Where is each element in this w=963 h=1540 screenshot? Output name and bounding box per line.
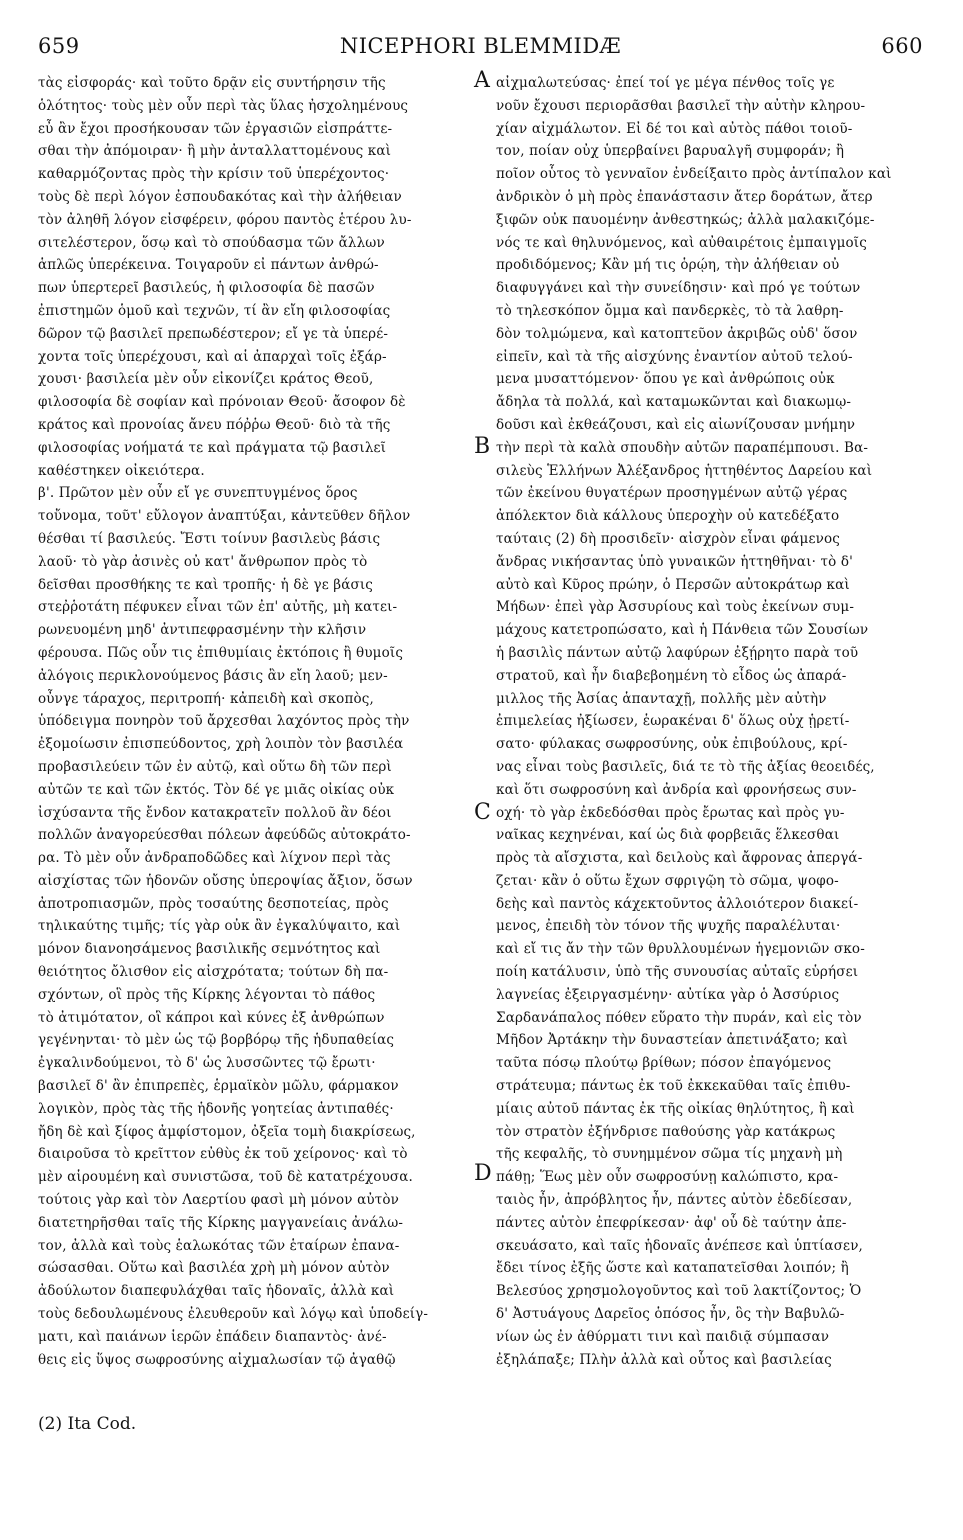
text-line: πάθῃ; Ἕως μὲν οὖν σωφροσύνῃ καλώπιστο, κρα-	[496, 1169, 839, 1186]
text-line: ὑπόδειγμα πονηρὸν τοῦ ἄρχεσθαι λαχόντος πρὸς τὴν	[38, 713, 410, 730]
text-line: ἐξομοίωσιν ἐπισπεύδοντος, χρὴ λοιπὸν τὸν βασιλέα	[38, 736, 404, 753]
text-line: δεῖσθαι προσθήκης τε καὶ τροπῆς· ἡ δὲ γε βάσις	[38, 576, 374, 593]
text-line: εἰπεῖν, καὶ τὰ τῆς αἰσχύνης ἐναντίον αὐτοῦ τελού-	[496, 348, 853, 365]
text-line: σατο· φύλακας σωφροσύνης, οὐκ ἐπιβούλους, κρί-	[496, 736, 848, 753]
text-line: καὶ εἴ τις ἄν τὴν τῶν θρυλλουμένων ἡγεμονιῶν σκο-	[496, 941, 865, 958]
running-title: NICEPHORI BLEMMIDÆ	[339, 34, 622, 58]
text-line: ἀνδρικὸν ὁ μὴ πρὸς ἐπανάστασιν ἄτερ δοράτων, ἄτερ	[496, 188, 873, 205]
left-column	[38, 72, 470, 1371]
text-line: καθαρμόζοντας πρὸς τὴν κρίσιν τοῦ ὑπερέχοντος·	[38, 166, 390, 183]
text-line: ρωνευομένη μηδ' ἀντιπεφρασμένην τὴν κλῆσιν	[38, 622, 367, 639]
text-line: ταῦτα πόσῳ πλούτῳ βρίθων; πόσον ἐπαγόμενος	[496, 1055, 832, 1072]
text-line: Βελεσύος χρησμολογοῦντος καὶ τοῦ λακτίζοντος; Ὁ	[496, 1283, 862, 1300]
text-line: ἄνδρας νικήσαντας ὑπὸ γυναικῶν ἡττηθῆναι· τὸ δ'	[496, 553, 853, 570]
text-line: μόνον διανοησάμενος βασιλικῆς σεμνότητος καὶ	[38, 941, 381, 958]
text-line: τὸν στρατὸν ἐξήνδρισε παθούσης γὰρ κατάκρως	[496, 1123, 836, 1140]
text-line: θέσθαι τί βασιλεύς. Ἔστι τοίνυν βασιλεὺς βάσις	[38, 530, 381, 547]
text-line: ἐπιμελείας ἠξίωσεν, ἑωρακέναι δ' ὅλως οὐχ ᾑρετί-	[496, 713, 850, 730]
text-line: λαγνείας ἐξειργασμένην· αὐτίκα γὰρ ὁ Ἀσσύριος	[496, 986, 840, 1003]
text-line: σώσασθαι. Οὕτω καὶ βασιλέα χρὴ μὴ μόνον αὐτὸν	[38, 1260, 390, 1277]
text-line: δὸν τολμώμενα, καὶ κατοπτεῦον ἀκριβῶς οὐδ' ὅσον	[496, 325, 858, 342]
text-line: στράτευμα; πάντως ἐκ τοῦ ἐκκεκαῦθαι ταῖς ἐπιθυ-	[496, 1078, 851, 1095]
text-line: αἰσχίστας τῶν ἡδονῶν οὔσης ὑπεροψίας ἄξιον, ὅσων	[38, 872, 413, 889]
text-line: χίαν αἰχμάλωτον. Εἰ δέ τοι καὶ αὐτὸς πάθοι τοιοῦ-	[496, 120, 853, 137]
text-line: τὸν ἀληθῆ λόγον εἰσφέρειν, φόρου παντὸς ἑτέρου λυ-	[38, 211, 412, 228]
text-line: πρὸς τὰ αἴσχιστα, καὶ δειλοὺς καὶ ἄφρονας ἀπεργά-	[496, 850, 863, 867]
text-line: πων ὑπερτερεῖ βασιλεύς, ἡ φιλοσοφία δὲ πασῶν	[38, 280, 375, 297]
text-line: στεῤῥοτάτη πέφυκεν εἶναι τῶν ἐπ' αὐτῆς, μὴ κατει-	[38, 599, 398, 616]
text-line: ἀδούλωτον διαπεφυλάχθαι ταῖς ἡδοναῖς, ἀλλὰ καὶ	[38, 1283, 395, 1300]
text-line: ἐξηλάπαξε; Πλὴν ἀλλὰ καὶ οὗτος καὶ βασιλείας	[496, 1351, 832, 1368]
text-line: τον, ἀλλὰ καὶ τοὺς ἑαλωκότας τῶν ἑταίρων ἐπανα-	[38, 1237, 400, 1254]
text-line: νίων ὡς ἐν ἀθύρματι τινι καὶ παιδιᾷ σύμπασαν	[496, 1328, 830, 1345]
text-line: τοὺς δὲ περὶ λόγον ἐσπουδακότας καὶ τὴν ἀλήθειαν	[38, 188, 402, 205]
text-line: ἀπόλεκτον διὰ κάλλους ὑπεροχὴν οὐ κατεδέξατο	[496, 508, 840, 525]
text-line: μὲν αἱρουμένη καὶ συνιστῶσα, τοῦ δὲ κατατρέχουσα.	[38, 1169, 414, 1186]
text-line: Μῆδον Ἀρτάκην τὴν δυναστείαν ἀπετινάξατο; καὶ	[496, 1032, 848, 1049]
text-line: ποῖον οὗτος τὸ γενναῖον ἐνδείξαιτο πρὸς ἀντίπαλον καὶ	[496, 166, 892, 183]
text-line: πολλῶν ἀναγορεύεσθαι πόλεων ἀφεύδῶς αὐτοκράτο-	[38, 827, 411, 844]
text-line: δοῦσι καὶ ἐκθεάζουσι, καὶ εἰς αἰωνίζουσαν μνήμην	[496, 416, 856, 433]
text-line: δῶρον τῷ βασιλεῖ πρεπωδέστερον; εἴ γε τὰ ὑπερέ-	[38, 325, 389, 342]
text-line: ἄδηλα τὰ πολλά, καὶ καταμωκῶνται καὶ διακωμῳ-	[496, 394, 852, 411]
margin-marker-c: C	[474, 800, 491, 825]
text-line: ταύταις (2) δὴ προσιδεῖν· αἰσχρὸν εἶναι φάμενος	[496, 530, 840, 547]
text-line: προδιδόμενος; Κἂν μή τις ὁρῴη, τὴν ἀλήθειαν οὐ	[496, 257, 840, 274]
text-line: Σαρδανάπαλος πόθεν εὕρατο τὴν πυράν, καὶ εἰς τὸν	[496, 1009, 862, 1026]
text-line: σχόντων, οἳ πρὸς τῆς Κίρκης λέγονται τὸ πάθος	[38, 986, 376, 1003]
text-line: λογικὸν, πρὸς τὰς τῆς ἡδονῆς γοητείας ἀντιπαθές·	[38, 1100, 394, 1117]
text-line: τῆς κεφαλῆς, τὸ συνημμένον σῶμα τίς μηχανὴ μὴ	[496, 1146, 843, 1163]
text-line: ἀλόγοις περικλονούμενος βάσις ἂν εἴη λαοῦ; μεν-	[38, 667, 388, 684]
text-line: αὐτὸ καὶ Κῦρος πρώην, ὁ Περσῶν αὐτοκράτωρ καὶ	[496, 576, 850, 593]
text-line: ποίη κατάλυσιν, ὑπὸ τῆς συνουσίας αὐταῖς εὑρήσει	[496, 964, 859, 981]
text-line: ἁπλῶς ὑπερέκεινα. Τοιγαροῦν εἰ πάντων ἀνθρώ-	[38, 257, 379, 274]
text-line: ἀποτροπιασμῶν, πρὸς τοσαύτης δεσποτείας, πρὸς	[38, 895, 389, 912]
text-line: τοὺς δεδουλωμένους ἐλευθεροῦν καὶ λόγῳ καὶ ὑποδείγ-	[38, 1306, 429, 1323]
page-number-right: 660	[881, 34, 923, 58]
margin-marker-a: A	[474, 68, 490, 93]
text-line: μενος, ἐπειδὴ τὸν τόνον τῆς ψυχῆς παραλέλυται·	[496, 918, 841, 935]
text-line: σθαι τὴν ἀπόμοιραν· ἢ μὴν ἀνταλλαττομένους καὶ	[38, 143, 392, 160]
text-line: β'. Πρῶτον μὲν οὖν εἴ γε συνεπτυγμένος ὅρος	[38, 485, 358, 502]
text-line: δεὴς καὶ παντὸς κάχεκτοῦντος ἀλλοιότερον διακεί-	[496, 895, 859, 912]
text-line: τῶν ἐκείνου θυγατέρων προσηγμένων αὐτῷ γέρας	[496, 485, 848, 502]
text-line: ξιφῶν οὐκ παυομένην ἀνθεστηκώς; ἀλλὰ μαλακιζόμε-	[496, 211, 875, 228]
text-line: σιτελέστερον, ὅσῳ καὶ τὸ σπούδασμα τῶν ἄλλων	[38, 234, 385, 251]
text-line: εὖ ἂν ἔχοι προσήκουσαν τῶν ἐργασιῶν εἰσπράττε-	[38, 120, 393, 137]
text-line: στρατοῦ, καὶ ἦν διαβεβοημένη τὸ εἶδος ὡς ἀπαρά-	[496, 667, 847, 684]
text-line: ἐπιστημῶν ὁμοῦ καὶ τεχνῶν, τί ἂν εἴη φιλοσοφίας	[38, 302, 391, 319]
margin-marker-b: B	[474, 434, 491, 459]
text-line: μενα μυσαττόμενον· ὅπου γε καὶ ἀνθρώποις οὐκ	[496, 371, 835, 388]
text-line: νας εἶναι τοὺς βασιλεῖς, διά τε τὸ τῆς ἀξίας θεοειδές,	[496, 758, 875, 775]
footnote: (2) Ita Cod.	[38, 1414, 137, 1434]
text-line: διαιροῦσα τὸ κρεῖττον εὐθὺς ἐκ τοῦ χείρονος· καὶ τὸ	[38, 1146, 408, 1163]
text-line: Μήδων· ἐπεὶ γὰρ Ἀσσυρίους καὶ τοὺς ἐκείνων συμ-	[496, 599, 855, 616]
text-line: ναῖκας κεχηνέναι, καί ὡς διὰ φορβειᾶς ἕλκεσθαι	[496, 827, 840, 844]
text-line: τοὔνομα, τοῦτ' εὔλογον ἀναπτύξαι, κἀντεῦθεν δῆλον	[38, 508, 411, 525]
text-line: τούτοις γὰρ καὶ τὸν Λαερτίου φασὶ μὴ μόνον αὐτὸν	[38, 1192, 399, 1209]
text-line: μάχους κατετροπώσατο, καὶ ἡ Πάνθεια τῶν Σουσίων	[496, 622, 869, 639]
text-line: διαφυγγάνει καὶ τὴν συνείδησιν· καὶ πρό γε τούτων	[496, 280, 861, 297]
text-line: μιλλος τῆς Ἀσίας ἁπανταχῇ, πολλῆς μὲν αὐτὴν	[496, 690, 827, 707]
text-line: ἤδη δὲ καὶ ξίφος ἀμφίστομον, ὀξεῖα τομὴ διακρίσεως,	[38, 1123, 416, 1140]
text-line: οχή· τὸ γὰρ ἐκδεδόσθαι πρὸς ἔρωτας καὶ πρὸς γυ-	[496, 804, 845, 821]
text-line: πάντες αὐτὸν ἐπεφρίκεσαν· ἀφ' οὗ δὲ ταύτην ἀπε-	[496, 1214, 847, 1231]
page-number-left: 659	[38, 34, 80, 58]
text-line: καθέστηκεν οἰκειότερα.	[38, 462, 205, 479]
text-line: προβασιλεύειν τῶν ἐν αὐτῷ, καὶ οὕτω δὴ τῶν περὶ	[38, 758, 392, 775]
text-line: ματι, καὶ παιάνων ἱερῶν ἐπάδειν διαπαντὸς· ἀνέ-	[38, 1328, 387, 1345]
text-line: νοῦν ἔχουσι περιορᾶσθαι βασιλεῖ τὴν αὐτὴν κληρου-	[496, 97, 866, 114]
text-line: φέρουσα. Πῶς οὖν τις ἐπιθυμίαις ἐκτόποις ἢ θυμοῖς	[38, 644, 404, 661]
text-line: ζεται· κἂν ὁ οὕτω ἔχων σφριγῷη τὸ σῶμα, ψοφο-	[496, 872, 839, 889]
text-line: διατετηρῆσθαι ταῖς τῆς Κίρκης μαγγανείαις ἀνάλω-	[38, 1214, 404, 1231]
text-line: σιλεὺς Ἑλλήνων Ἀλέξανδρος ἡττηθέντος Δαρείου καὶ	[496, 462, 873, 479]
text-line: τηλικαύτης τιμῆς; τίς γὰρ οὐκ ἂν ἐγκαλύψαιτο, καὶ	[38, 918, 401, 935]
text-line: χοντα τοῖς ὑπερέχουσι, καὶ αἱ ἀπαρχαὶ τοῖς ἐξάρ-	[38, 348, 387, 365]
text-line: νός τε καὶ θηλυνόμενος, καὶ αὐθαιρέτοις ἐμπαιγμοῖς	[496, 234, 867, 251]
text-line: τὸ ἀτιμότατον, οἳ κάπροι καὶ κύνες ἐξ ἀνθρώπων	[38, 1009, 385, 1026]
text-line: καὶ ὅτι σωφροσύνη καὶ ἀνδρία καὶ φρονήσεως συν-	[496, 781, 857, 798]
text-line: χουσι· βασιλεία μὲν οὖν εἰκονίζει κράτος Θεοῦ,	[38, 371, 374, 388]
text-line: ἡ βασιλὶς πάντων αὐτῷ λαφύρων ἐξῄρητο παρὰ τοῦ	[496, 644, 859, 661]
text-line: αἰχμαλωτεύσας· ἐπεί τοί γε μέγα πένθος τοῖς γε	[496, 75, 835, 91]
text-line: ἔδει τίνος ἐξῆς ὥστε καὶ καταπατεῖσθαι λοιπόν; ἢ	[496, 1260, 849, 1277]
text-line: ἐγκαλινδούμενοι, τὸ δ' ὡς λυσσῶντες τῷ ἔρωτι·	[38, 1055, 376, 1072]
text-line: ἰσχύσαντα τῆς ἔνδον κατακρατεῖν πολλοῦ ἂν δέοι	[38, 804, 392, 821]
text-line: τὰς εἰσφοράς· καὶ τοῦτο δρᾷν εἰς συντήρησιν τῆς	[38, 75, 386, 91]
text-line: οὖνγε τάραχος, περιτροπή· κἀπειδὴ καὶ σκοπὸς,	[38, 690, 374, 707]
text-line: ταιὸς ἦν, ἀπρόβλητος ἦν, πάντες αὐτὸν ἐδεδίεσαν,	[496, 1192, 853, 1209]
text-line: τον, ποίαν οὐχ ὑπερβαίνει βαρυαλγῆ συμφοράν; ἢ	[496, 143, 845, 160]
text-line: φιλοσοφίας νοήματά τε καὶ πράγματα τῷ βασιλεῖ	[38, 439, 387, 456]
text-line: θεις εἰς ὕψος σωφροσύνης αἰχμαλωσίαν τῷ ἀγαθῷ	[38, 1351, 396, 1368]
right-column	[496, 72, 928, 1371]
text-line: ρα. Τὸ μὲν οὖν ἀνδραποδῶδες καὶ λίχνον περὶ τὰς	[38, 850, 391, 867]
text-line: φιλοσοφία δὲ σοφίαν καὶ πρόνοιαν Θεοῦ· ἄσοφον δὲ	[38, 394, 406, 411]
text-line: βασιλεῖ δ' ἂν ἐπιπρεπὲς, ἑρμαϊκὸν μῶλυ, φάρμακον	[38, 1078, 399, 1095]
text-line: τὴν περὶ τὰ καλὰ σπουδὴν αὐτῶν παραπέμπουσι. Βα-	[496, 439, 869, 456]
text-line: τὸ τηλεσκόπον ὄμμα καὶ πανδερκὲς, τὸ τὰ λαθρη-	[496, 302, 844, 319]
text-line: ὁλότητος· τοὺς μὲν οὖν περὶ τὰς ὕλας ἠσχολημένους	[38, 97, 409, 114]
text-line: θειότητος ὄλισθον εἰς αἰσχρότατα; τούτων δὴ πα-	[38, 964, 389, 981]
text-line: σκευάσατο, καὶ ταῖς ἡδοναῖς ἀνέπεσε καὶ ὑπτίασεν,	[496, 1237, 863, 1254]
page-header	[38, 34, 923, 64]
text-line: μίαις αὐτοῦ πάντας ἐκ τῆς οἰκίας θηλύτητος, ἢ καὶ	[496, 1100, 855, 1117]
text-line: κράτος καὶ προνοίας ἄνευ πόῤῥω Θεοῦ· διὸ τὰ τῆς	[38, 416, 391, 433]
text-line: δ' Ἀστυάγους Δαρεῖος ὁπόσος ἦν, ὃς τὴν Βαβυλῶ-	[496, 1306, 845, 1323]
margin-marker-d: D	[474, 1161, 492, 1186]
text-line: αὐτῶν τε καὶ τῶν ἐκτός. Τὸν δέ γε μιᾶς οἰκίας οὐκ	[38, 781, 395, 798]
text-line: γεγένηνται· τὸ μὲν ὡς τῷ βορβόρῳ τῆς ἡδυπαθείας	[38, 1032, 395, 1049]
text-line: λαοῦ· τὸ γὰρ ἀσινὲς οὐ κατ' ἄνθρωπον πρὸς τὸ	[38, 553, 368, 570]
